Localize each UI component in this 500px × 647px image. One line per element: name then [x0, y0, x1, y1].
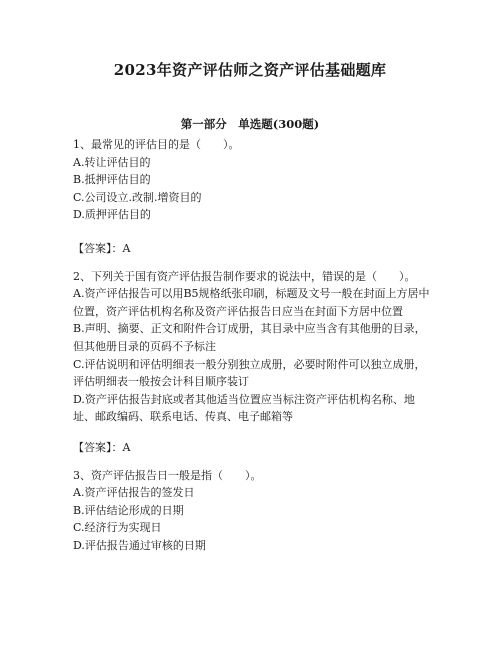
section-title: 第一部分 单选题(300题): [180, 117, 320, 131]
option-b: B.抵押评估目的: [73, 173, 151, 187]
option-b: B.评估结论形成的日期: [73, 503, 184, 517]
question-1: [73, 136, 435, 258]
question-2: [73, 268, 435, 457]
option-d: D.质押评估目的: [73, 208, 151, 222]
document-title: 2023年资产评估师之资产评估基础题库: [113, 61, 387, 79]
option-a: A.转让评估目的: [73, 155, 151, 169]
question-stem: 3、资产评估报告日一般是指（ ）。: [73, 468, 262, 482]
answer: 【答案】：A: [73, 440, 131, 454]
option-d: D.评估报告通过审核的日期: [73, 538, 206, 552]
option-b: B.声明、摘要、正文和附件合订成册，其目录中应当含有其他册的目录，但其他册目录的页码不予标注: [73, 322, 426, 353]
option-c: C.评估说明和评估明细表一般分别独立成册，必要时附件可以独立成册，评估明细表一般按会计科目顺序装订: [73, 357, 426, 389]
option-c: C.公司设立.改制.增资目的: [73, 190, 202, 204]
question-stem: 2、下列关于国有资产评估报告制作要求的说法中，错误的是（ ）。: [73, 269, 416, 283]
answer: 【答案】：A: [73, 241, 131, 255]
option-a: A.资产评估报告可以用B5规格纸张印刷，标题及文号一般在封面上方居中位置，资产评估机构名称及资产评估报告日应当在封面下方居中位置: [73, 287, 430, 318]
question-stem: 1、最常见的评估目的是（ ）。: [73, 138, 240, 151]
option-c: C.经济行为实现日: [73, 521, 162, 535]
question-3: [73, 467, 435, 555]
option-d: D.资产评估报告封底或者其他适当位置应当标注资产评估机构名称、地址、邮政编码、联系电话、传真、电子邮箱等: [73, 392, 415, 424]
option-a: A.资产评估报告的签发日: [73, 486, 195, 500]
question-list: [73, 136, 435, 554]
